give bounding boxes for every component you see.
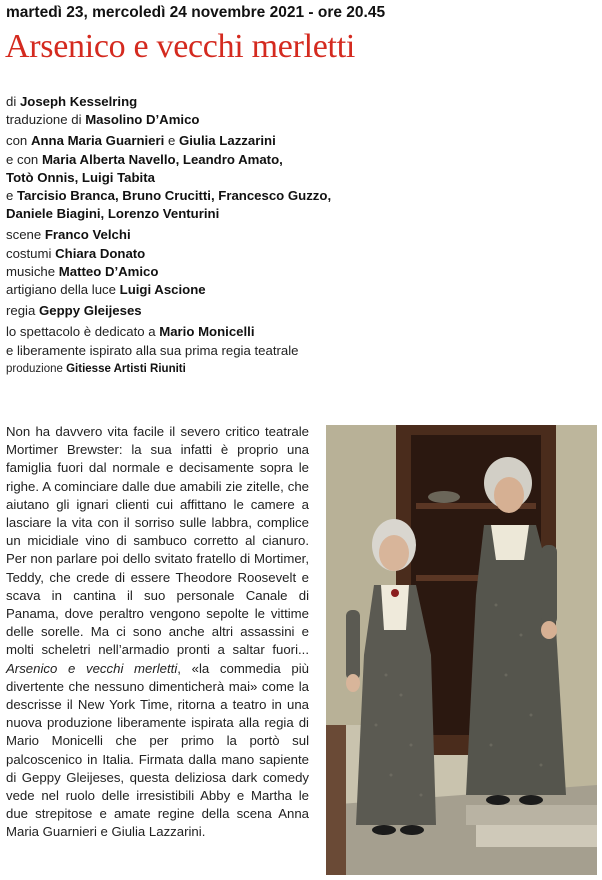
- credit-direction: [6, 302, 596, 320]
- stage-photo: [326, 425, 597, 875]
- credit-label: traduzione di: [6, 112, 86, 128]
- credit-cast-2a: [6, 151, 596, 169]
- photo-figure-left-face: [379, 535, 409, 571]
- date-line: martedì 23, mercoledì 24 novembre 2021 - ore 20.45: [6, 4, 386, 21]
- credit-label: costumi: [6, 245, 56, 261]
- credits-block: [6, 93, 596, 378]
- credit-value: Chiara Donato: [55, 245, 146, 261]
- synopsis-paragraph: [6, 423, 309, 842]
- photo-figure-left-brooch: [391, 589, 399, 597]
- credit-cast-leads: [6, 132, 596, 150]
- credit-label: di: [6, 94, 20, 109]
- credit-label: produzione: [6, 362, 67, 375]
- credit-label: lo spettacolo è dedicato a: [6, 324, 160, 340]
- photo-figure-left-shoe-2: [400, 825, 424, 835]
- credit-cast-3b: [6, 205, 596, 223]
- photo-figure-right-hand: [541, 621, 557, 639]
- credit-label: scene: [6, 227, 45, 243]
- credit-production: [6, 360, 596, 378]
- credit-label: artigiano della luce: [6, 282, 120, 298]
- synopsis-part-2: , «la commedia più divertente che nessuno dimenticherà mai» come la descrisse il New York Time, ritorna a teatro in una nuova produzione liberamente ispirata alla regia di Mario Monicelli che per primo la portò sul palcoscenico in Italia. Firmata dalla mano sapiente di Geppy Gleijeses, questa deliziosa dark comedy vede nel ruolo delle irresistibili Abby e Martha le due strepitose e amate regine della scena Anna Maria Guarnieri e Giulia Lazzarini.: [6, 660, 309, 840]
- credit-value: Masolino D’Amico: [85, 112, 200, 128]
- credit-value: Matteo D’Amico: [58, 263, 159, 279]
- photo-banister: [326, 725, 346, 875]
- photo-figure-right-shoe-2: [519, 795, 543, 805]
- photo-stair-2: [476, 825, 597, 847]
- photo-figure-right-face: [494, 477, 524, 513]
- credit-value: Maria Alberta Navello, Leandro Amato,: [41, 151, 283, 167]
- photo-figure-right-lace: [491, 525, 529, 560]
- credit-label: regia: [6, 303, 39, 319]
- credit-music: [6, 263, 596, 281]
- credit-value: Daniele Biagini, Lorenzo Venturini: [6, 206, 220, 222]
- photo-figure-left-hand: [346, 674, 360, 692]
- credit-value: Totò Onnis, Luigi Tabita: [6, 169, 155, 185]
- credit-value: Joseph Kesselring: [19, 94, 138, 109]
- credit-value: Luigi Ascione: [119, 282, 206, 298]
- credit-translation: [6, 111, 596, 129]
- page-title: Arsenico e vecchi merletti: [5, 28, 355, 65]
- credit-value: Franco Velchi: [44, 227, 131, 243]
- credit-author: [6, 93, 596, 111]
- credit-dedication: [6, 323, 596, 341]
- photo-figure-left-shoe-1: [372, 825, 396, 835]
- photo-stair-1: [466, 805, 597, 825]
- credit-value: Giulia Lazzarini: [179, 133, 276, 149]
- stage-photo-illustration: [326, 425, 597, 875]
- credit-label: e: [6, 188, 17, 204]
- credit-cast-2b: [6, 169, 596, 187]
- photo-figure-left-arm: [346, 610, 360, 680]
- credit-value: Tarcisio Branca, Bruno Crucitti, Francesco Guzzo,: [17, 188, 332, 204]
- credit-costumes: [6, 245, 596, 263]
- credit-label: musiche: [6, 263, 59, 279]
- credit-light: [6, 281, 596, 299]
- credit-label: con: [6, 133, 31, 149]
- credit-value: Mario Monicelli: [159, 324, 255, 340]
- credit-value: Anna Maria Guarnieri: [30, 133, 165, 149]
- credit-label: e: [164, 133, 179, 149]
- synopsis-title-italic: Arsenico e vecchi merletti: [6, 660, 178, 676]
- credit-scenes: [6, 226, 596, 244]
- photo-figure-right-shoe-1: [486, 795, 510, 805]
- synopsis-part-1: Non ha davvero vita facile il severo critico teatrale Mortimer Brewster: la sua infatti è proprio una famiglia fuori dal normale e decisamente sopra le righe. A cominciare dalle due amabili zie zitelle, che aiutano gli ignari clienti cui affittano le camere a lasciare la vita con il sorriso sulle labbra, complice un micidiale vino di sambuco corretto al cianuro. Per non parlare poi dello svitato fratello di Mortimer, Teddy, che crede di essere Theodore Roosevelt e scava in cantina il suo personale Canale di Panama, dove peraltro vengono sepolte le vittime delle sorelle. Ma ci sono anche altri assassini e molti scheletri nell’armadio pronti a saltar fuori...: [6, 424, 309, 658]
- credit-value: Geppy Gleijeses: [39, 303, 142, 319]
- credit-label: e con: [6, 151, 42, 167]
- credit-value: Gitiesse Artisti Riuniti: [66, 362, 186, 375]
- credit-cast-3a: [6, 187, 596, 205]
- credit-inspiration: e liberamente ispirato alla sua prima regia teatrale: [6, 342, 299, 358]
- photo-figure-right-arm: [541, 545, 557, 625]
- photo-hat-1: [428, 491, 460, 503]
